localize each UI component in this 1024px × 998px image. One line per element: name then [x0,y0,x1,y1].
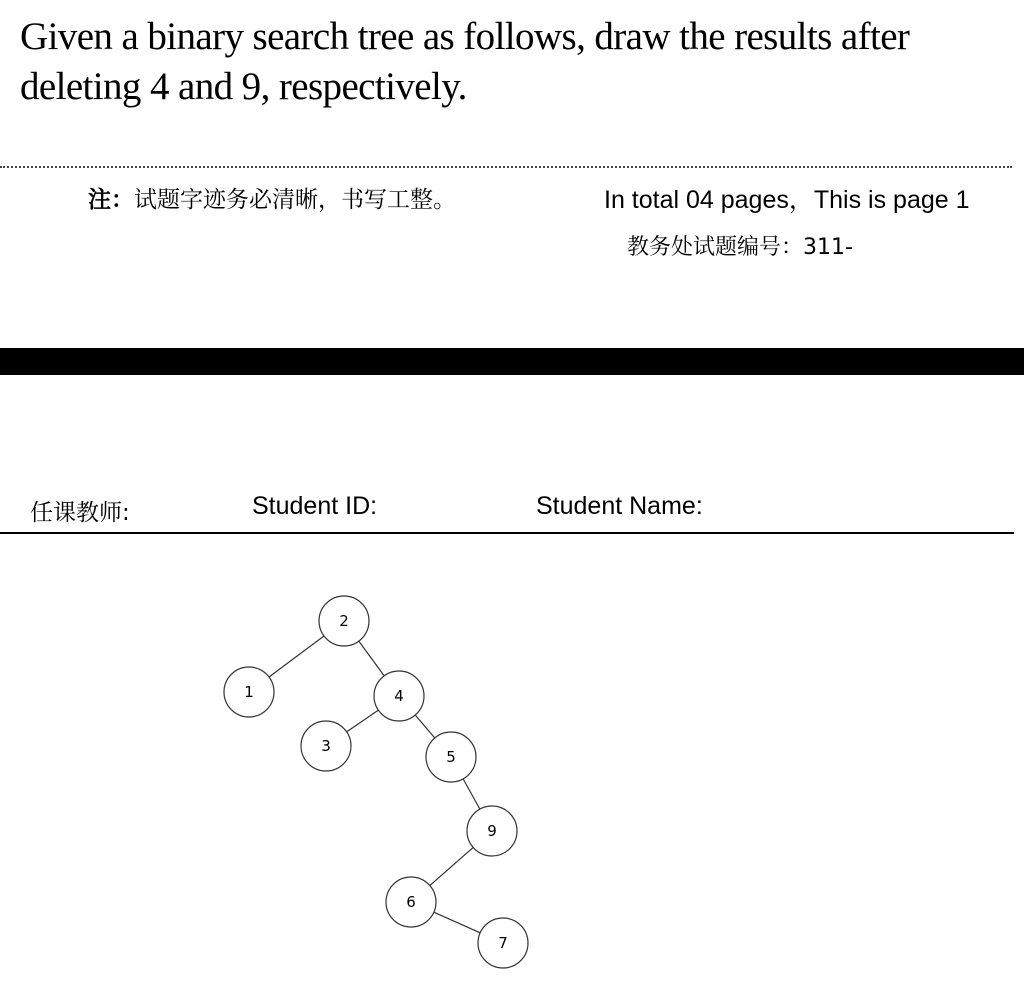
tree-node-7 [478,918,528,968]
question-line-1: Given a binary search tree as follows, draw the results after [20,15,910,58]
tree-edge-2-1 [269,636,324,677]
exam-code: 教务处试题编号：311- [627,235,853,260]
student-id-label: Student ID: [252,492,378,520]
tree-edge-2-4 [359,641,384,676]
tree-edge-4-3 [347,710,379,732]
tree-node-label: 7 [498,934,508,952]
tree-nodes [224,596,528,968]
tree-node-label: 9 [487,822,497,840]
tree-node-5 [426,732,476,782]
tree-node-6 [386,877,436,927]
tree-node-1 [224,667,274,717]
tree-node-label: 4 [394,687,404,705]
tree-edge-6-7 [434,912,480,933]
tree-edge-9-6 [430,847,473,885]
tree-node-label: 3 [321,737,331,755]
note-text: 试题字迹务必清晰，书写工整。 [134,187,456,213]
student-name-label: Student Name: [536,492,703,520]
question-line-2: deleting 4 and 9, respectively. [20,65,467,108]
tree-node-4 [374,671,424,721]
tree-edge-5-9 [463,779,480,809]
tree-node-2 [319,596,369,646]
tree-node-label: 6 [406,893,416,911]
note-label: 注： [88,187,134,213]
tree-node-label: 1 [244,683,254,701]
tree-node-label: 2 [339,612,349,630]
tree-node-label: 5 [446,748,456,766]
tree-node-9 [467,806,517,856]
page-info: In total 04 pages，This is page 1 [604,186,970,214]
teacher-label: 任课教师: [30,500,130,526]
tree-edge-4-5 [415,715,435,738]
tree-edges [269,636,480,933]
tree-node-3 [301,721,351,771]
